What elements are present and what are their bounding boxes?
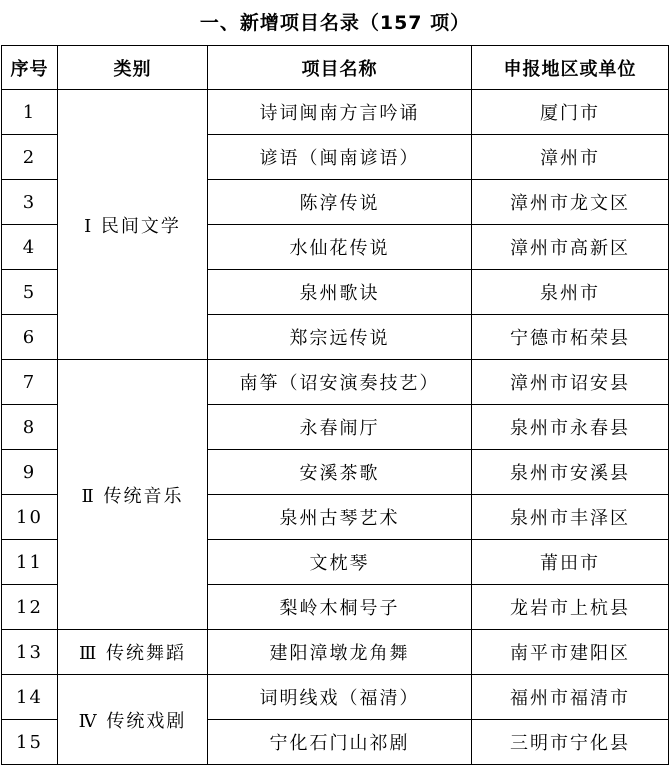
project-name: 安溪茶歌 [208, 450, 472, 495]
project-name: 谚语（闽南谚语） [208, 135, 472, 180]
row-number: 3 [2, 180, 58, 225]
region: 泉州市永春县 [472, 405, 669, 450]
region: 龙岩市上杭县 [472, 585, 669, 630]
region: 三明市宁化县 [472, 720, 669, 765]
project-name: 词明线戏（福清） [208, 675, 472, 720]
row-number: 4 [2, 225, 58, 270]
project-name: 永春闹厅 [208, 405, 472, 450]
table-row [2, 360, 669, 405]
row-number: 14 [2, 675, 58, 720]
project-name: 水仙花传说 [208, 225, 472, 270]
row-number: 10 [2, 495, 58, 540]
region: 漳州市诏安县 [472, 360, 669, 405]
table-row [2, 630, 669, 675]
row-number: 11 [2, 540, 58, 585]
project-name: 陈淳传说 [208, 180, 472, 225]
row-number: 15 [2, 720, 58, 765]
row-number: 2 [2, 135, 58, 180]
project-name: 梨岭木桐号子 [208, 585, 472, 630]
row-number: 7 [2, 360, 58, 405]
row-number: 9 [2, 450, 58, 495]
category-cell: Ⅳ 传统戏剧 [58, 675, 208, 765]
region: 莆田市 [472, 540, 669, 585]
region: 福州市福清市 [472, 675, 669, 720]
row-number: 12 [2, 585, 58, 630]
project-table [1, 45, 669, 765]
header-region: 申报地区或单位 [472, 46, 669, 90]
row-number: 13 [2, 630, 58, 675]
table-header-row [2, 46, 669, 90]
header-category: 类别 [58, 46, 208, 90]
region: 漳州市龙文区 [472, 180, 669, 225]
row-number: 6 [2, 315, 58, 360]
project-name: 诗词闽南方言吟诵 [208, 90, 472, 135]
category-cell: Ⅰ 民间文学 [58, 90, 208, 360]
page-title: 一、新增项目名录（157 项） [199, 12, 471, 34]
region: 厦门市 [472, 90, 669, 135]
region: 宁德市柘荣县 [472, 315, 669, 360]
category-cell: Ⅱ 传统音乐 [58, 360, 208, 630]
project-name: 泉州古琴艺术 [208, 495, 472, 540]
region: 泉州市安溪县 [472, 450, 669, 495]
project-name: 文枕琴 [208, 540, 472, 585]
header-number: 序号 [2, 46, 58, 90]
project-name: 建阳漳墩龙角舞 [208, 630, 472, 675]
row-number: 8 [2, 405, 58, 450]
project-name: 南筝（诏安演奏技艺） [208, 360, 472, 405]
region: 泉州市 [472, 270, 669, 315]
region: 漳州市 [472, 135, 669, 180]
region: 漳州市高新区 [472, 225, 669, 270]
header-project-name: 项目名称 [208, 46, 472, 90]
row-number: 5 [2, 270, 58, 315]
table-row [2, 90, 669, 135]
row-number: 1 [2, 90, 58, 135]
project-name: 郑宗远传说 [208, 315, 472, 360]
region: 南平市建阳区 [472, 630, 669, 675]
project-name: 宁化石门山祁剧 [208, 720, 472, 765]
region: 泉州市丰泽区 [472, 495, 669, 540]
table-row [2, 675, 669, 720]
project-name: 泉州歌诀 [208, 270, 472, 315]
category-cell: Ⅲ 传统舞蹈 [58, 630, 208, 675]
